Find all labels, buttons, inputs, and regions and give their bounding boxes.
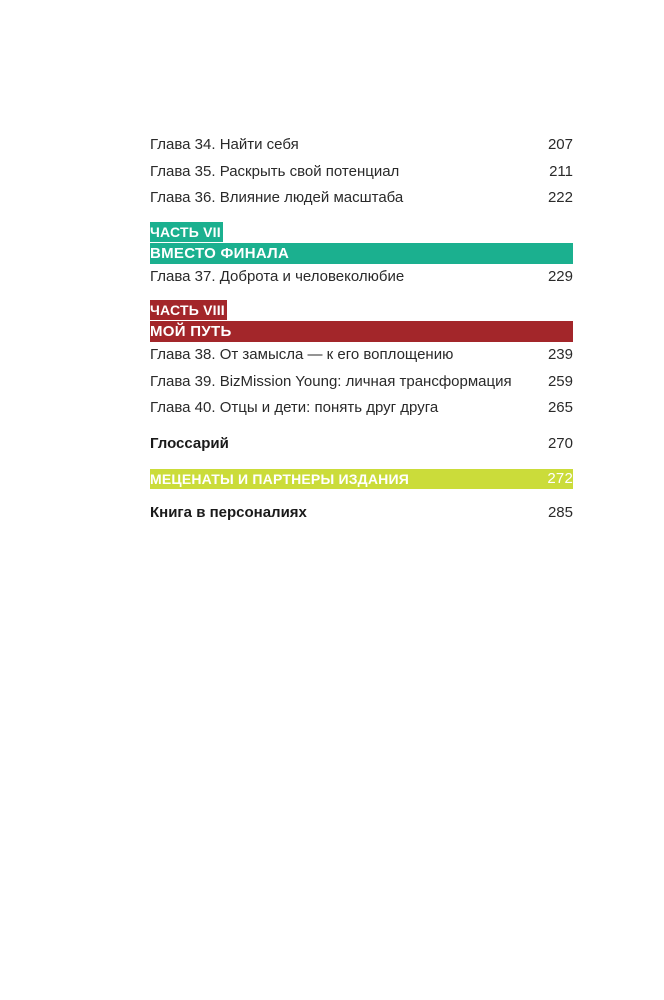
section-title: Книга в персоналиях <box>150 504 307 521</box>
page-number: 211 <box>549 162 573 180</box>
page-number: 259 <box>547 372 573 390</box>
part-title: МОЙ ПУТЬ <box>150 321 573 342</box>
chapter-title: Глава 38. От замысла — к его воплощению <box>150 346 454 363</box>
toc-entry-chapter-36[interactable] <box>150 185 573 212</box>
page-number: 239 <box>547 346 573 363</box>
toc-entry-glossary[interactable] <box>150 431 573 458</box>
page-number: 229 <box>547 267 573 285</box>
toc-entry-chapter-34[interactable] <box>150 132 573 159</box>
chapter-title: Глава 40. Отцы и дети: понять друг друга <box>150 399 439 416</box>
toc-entry-chapter-39[interactable] <box>150 369 573 396</box>
chapter-title: Глава 37. Доброта и человеколюбие <box>150 267 405 285</box>
section-title: Глоссарий <box>150 434 229 452</box>
toc-entry-sponsors[interactable] <box>150 469 573 489</box>
table-of-contents <box>150 132 573 527</box>
toc-entry-persons[interactable] <box>150 500 573 527</box>
toc-entry-chapter-38[interactable] <box>150 342 573 369</box>
toc-entry-chapter-37[interactable] <box>150 264 573 291</box>
chapter-title: Глава 35. Раскрыть свой потенциал <box>150 162 400 180</box>
page-number: 270 <box>547 434 573 452</box>
part-title: ВМЕСТО ФИНАЛА <box>150 243 573 264</box>
page-number: 207 <box>547 136 573 153</box>
section-title: МЕЦЕНАТЫ И ПАРТНЕРЫ ИЗДАНИЯ <box>150 471 409 487</box>
page-number: 272 <box>547 470 573 487</box>
part-8-heading <box>150 300 573 342</box>
chapter-title: Глава 36. Влияние людей масштаба <box>150 189 404 206</box>
toc-entry-chapter-40[interactable] <box>150 395 573 422</box>
chapter-title: Глава 39. BizMission Young: личная трансформация <box>150 372 512 390</box>
page-number: 265 <box>547 399 573 416</box>
toc-entry-chapter-35[interactable] <box>150 159 573 186</box>
part-7-heading <box>150 222 573 264</box>
page-number: 222 <box>547 189 573 206</box>
part-label: ЧАСТЬ VII <box>150 223 221 240</box>
chapter-title: Глава 34. Найти себя <box>150 136 299 153</box>
part-label: ЧАСТЬ VIII <box>150 302 225 318</box>
page-number: 285 <box>547 504 573 521</box>
